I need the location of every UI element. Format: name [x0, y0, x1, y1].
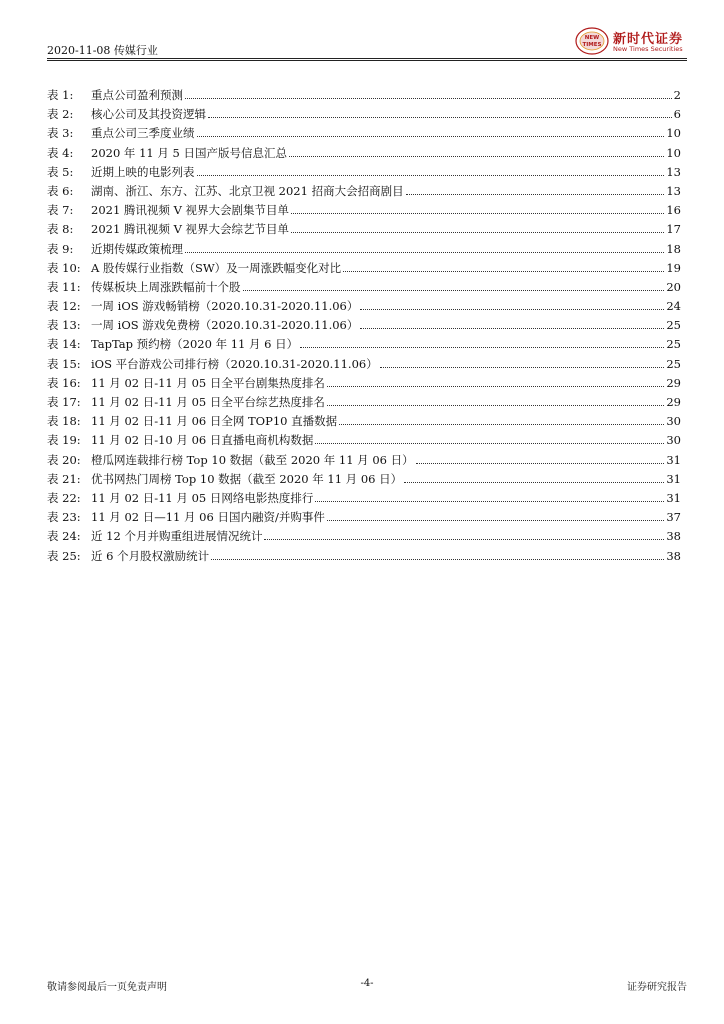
toc-entry-label: 表 10: — [47, 260, 81, 275]
toc-entry[interactable] — [47, 182, 681, 201]
toc-dot-leader — [416, 463, 665, 464]
toc-entry[interactable] — [47, 163, 681, 182]
toc-dot-leader — [197, 136, 665, 137]
footer-report-type: 证券研究报告 — [627, 982, 687, 993]
toc-entry-page: 29 — [666, 375, 681, 390]
svg-text:NEW: NEW — [584, 35, 600, 41]
toc-dot-leader — [211, 559, 664, 560]
toc-entry-title[interactable]: 一周 iOS 游戏畅销榜（2020.10.31-2020.11.06） — [91, 299, 359, 314]
toc-dot-leader — [343, 271, 664, 272]
toc-entry-page: 20 — [666, 279, 681, 294]
toc-entry-title[interactable]: TapTap 预约榜（2020 年 11 月 6 日） — [91, 337, 299, 352]
toc-entry-label: 表 12: — [47, 299, 81, 314]
toc-entry[interactable] — [47, 86, 681, 105]
toc-entry-title[interactable]: 11 月 02 日-11 月 05 日全平台综艺热度排名 — [91, 395, 325, 409]
toc-dot-leader — [291, 232, 664, 233]
toc-entry-title[interactable]: 11 月 02 日-11 月 05 日网络电影热度排行 — [91, 490, 314, 505]
toc-entry-title[interactable]: 11 月 02 日-11 月 05 日全平台剧集热度排名 — [91, 375, 325, 390]
toc-dot-leader — [197, 175, 665, 176]
toc-entry-label: 表 3: — [47, 126, 74, 141]
toc-entry-page: 37 — [666, 510, 681, 525]
toc-entry-label: 表 24: — [47, 529, 81, 544]
toc-dot-leader — [327, 520, 665, 521]
toc-entry-title[interactable]: 2021 腾讯视频 V 视界大会综艺节目单 — [91, 222, 290, 237]
toc-entry-title[interactable]: 近期传媒政策梳理 — [91, 241, 183, 256]
toc-entry-label: 表 17: — [47, 395, 81, 409]
company-logo — [575, 26, 687, 56]
toc-entry-label: 表 9: — [47, 241, 74, 256]
toc-entry-page: 13 — [666, 164, 681, 179]
table-of-contents — [47, 86, 681, 566]
new-times-emblem-icon — [575, 26, 609, 56]
toc-entry[interactable] — [47, 508, 681, 527]
page-header — [47, 26, 687, 58]
toc-entry[interactable] — [47, 489, 681, 508]
toc-entry[interactable] — [47, 355, 681, 374]
toc-entry-label: 表 8: — [47, 222, 74, 237]
toc-entry[interactable] — [47, 259, 681, 278]
toc-entry-page: 25 — [666, 356, 681, 371]
toc-entry-page: 29 — [666, 395, 681, 409]
toc-entry-title[interactable]: 优书网热门周榜 Top 10 数据（截至 2020 年 11 月 06 日） — [91, 471, 403, 486]
toc-entry-label: 表 6: — [47, 183, 74, 198]
toc-dot-leader — [406, 194, 665, 195]
toc-entry[interactable] — [47, 240, 681, 259]
toc-entry[interactable] — [47, 393, 681, 412]
toc-entry-page: 17 — [666, 222, 681, 237]
toc-entry-title[interactable]: 2020 年 11 月 5 日国产版号信息汇总 — [91, 145, 287, 160]
footer-page-number: -4- — [360, 978, 374, 989]
toc-entry-label: 表 15: — [47, 356, 81, 371]
toc-entry-page: 10 — [666, 145, 681, 160]
toc-dot-leader — [327, 386, 665, 387]
toc-entry-label: 表 11: — [47, 279, 81, 294]
toc-dot-leader — [327, 405, 665, 406]
toc-entry[interactable] — [47, 412, 681, 431]
toc-entry[interactable] — [47, 220, 681, 239]
toc-entry-label: 表 7: — [47, 203, 74, 218]
toc-entry-label: 表 23: — [47, 510, 81, 525]
toc-entry-title[interactable]: 橙瓜网连载排行榜 Top 10 数据（截至 2020 年 11 月 06 日） — [91, 452, 414, 467]
toc-entry-page: 2 — [673, 88, 681, 102]
toc-dot-leader — [289, 156, 664, 157]
toc-entry-title[interactable]: 近期上映的电影列表 — [91, 164, 195, 179]
toc-entry-title[interactable]: 11 月 02 日-11 月 06 日全网 TOP10 直播数据 — [91, 414, 338, 429]
toc-dot-leader — [339, 424, 664, 425]
toc-entry-title[interactable]: 一周 iOS 游戏免费榜（2020.10.31-2020.11.06） — [91, 318, 359, 333]
toc-dot-leader — [291, 213, 664, 214]
toc-entry[interactable] — [47, 335, 681, 354]
toc-dot-leader — [380, 367, 665, 368]
toc-entry-page: 18 — [666, 241, 681, 256]
toc-entry-label: 表 22: — [47, 490, 81, 505]
toc-entry[interactable] — [47, 374, 681, 393]
svg-text:TIMES: TIMES — [582, 42, 602, 48]
toc-dot-leader — [404, 482, 664, 483]
toc-entry-label: 表 13: — [47, 318, 81, 333]
toc-dot-leader — [360, 309, 664, 310]
toc-entry-title[interactable]: 重点公司盈利预测 — [91, 88, 183, 102]
toc-entry-title[interactable]: iOS 平台游戏公司排行榜（2020.10.31-2020.11.06） — [91, 356, 378, 371]
toc-entry-label: 表 25: — [47, 548, 81, 563]
toc-entry-page: 30 — [666, 433, 681, 448]
toc-entry[interactable] — [47, 297, 681, 316]
toc-entry-title[interactable]: 核心公司及其投资逻辑 — [91, 107, 206, 122]
toc-entry-title[interactable]: 传媒板块上周涨跌幅前十个股 — [91, 279, 241, 294]
toc-entry-title[interactable]: 重点公司三季度业绩 — [91, 126, 195, 141]
toc-entry-page: 16 — [666, 203, 681, 218]
toc-entry-title[interactable]: 11 月 02 日-10 月 06 日直播电商机构数据 — [91, 433, 314, 448]
footer-disclaimer: 敬请参阅最后一页免责声明 — [47, 982, 167, 993]
toc-entry-label: 表 4: — [47, 145, 74, 160]
toc-entry-label: 表 21: — [47, 471, 81, 486]
toc-entry-title[interactable]: 近 12 个月并购重组进展情况统计 — [91, 529, 263, 544]
toc-entry-page: 6 — [673, 107, 681, 122]
toc-entry-page: 31 — [666, 452, 681, 467]
toc-entry-title[interactable]: 11 月 02 日—11 月 06 日国内融资/并购事件 — [91, 510, 325, 525]
toc-entry[interactable] — [47, 316, 681, 335]
toc-entry-page: 13 — [666, 183, 681, 198]
toc-entry-label: 表 14: — [47, 337, 81, 352]
toc-entry[interactable] — [47, 431, 681, 450]
toc-entry-page: 25 — [666, 318, 681, 333]
toc-dot-leader — [185, 98, 672, 99]
toc-entry-label: 表 16: — [47, 375, 81, 390]
toc-dot-leader — [360, 328, 664, 329]
toc-entry[interactable] — [47, 527, 681, 546]
toc-dot-leader — [208, 117, 672, 118]
toc-entry-page: 25 — [666, 337, 681, 352]
toc-entry-title[interactable]: A 股传媒行业指数（SW）及一周涨跌幅变化对比 — [91, 260, 342, 275]
toc-dot-leader — [315, 443, 664, 444]
header-divider — [47, 58, 687, 59]
toc-entry-label: 表 20: — [47, 452, 81, 467]
toc-dot-leader — [185, 252, 664, 253]
toc-entry-title[interactable]: 湖南、浙江、东方、江苏、北京卫视 2021 招商大会招商剧目 — [91, 183, 404, 198]
toc-entry[interactable] — [47, 278, 681, 297]
toc-entry[interactable] — [47, 547, 681, 566]
logo-company-name: 新时代证券 — [613, 32, 684, 47]
toc-dot-leader — [300, 347, 664, 348]
toc-entry-title[interactable]: 近 6 个月股权激励统计 — [91, 548, 210, 563]
toc-entry-page: 30 — [666, 414, 681, 429]
toc-entry-page: 31 — [666, 490, 681, 505]
toc-entry[interactable] — [47, 470, 681, 489]
toc-entry-page: 38 — [666, 529, 681, 544]
toc-entry[interactable] — [47, 201, 681, 220]
toc-entry-label: 表 2: — [47, 107, 74, 122]
toc-entry-page: 19 — [666, 260, 681, 275]
toc-entry-label: 表 18: — [47, 414, 81, 429]
toc-entry-label: 表 19: — [47, 433, 81, 448]
toc-entry-label: 表 1: — [47, 88, 74, 102]
header-divider-secondary — [47, 60, 687, 61]
toc-entry[interactable] — [47, 124, 681, 143]
toc-entry-title[interactable]: 2021 腾讯视频 V 视界大会剧集节目单 — [91, 203, 290, 218]
toc-entry[interactable] — [47, 144, 681, 163]
toc-entry-page: 31 — [666, 471, 681, 486]
toc-entry-page: 38 — [666, 548, 681, 563]
toc-entry[interactable] — [47, 451, 681, 470]
toc-entry-label: 表 5: — [47, 164, 74, 179]
header-date-section: 2020-11-08 传媒行业 — [47, 44, 158, 57]
toc-dot-leader — [243, 290, 665, 291]
logo-company-subtitle: New Times Securities — [613, 45, 683, 53]
toc-entry-page: 24 — [666, 299, 681, 314]
toc-dot-leader — [315, 501, 664, 502]
toc-entry-page: 10 — [666, 126, 681, 141]
page-footer — [47, 978, 687, 998]
toc-dot-leader — [264, 539, 664, 540]
toc-entry[interactable] — [47, 105, 681, 124]
